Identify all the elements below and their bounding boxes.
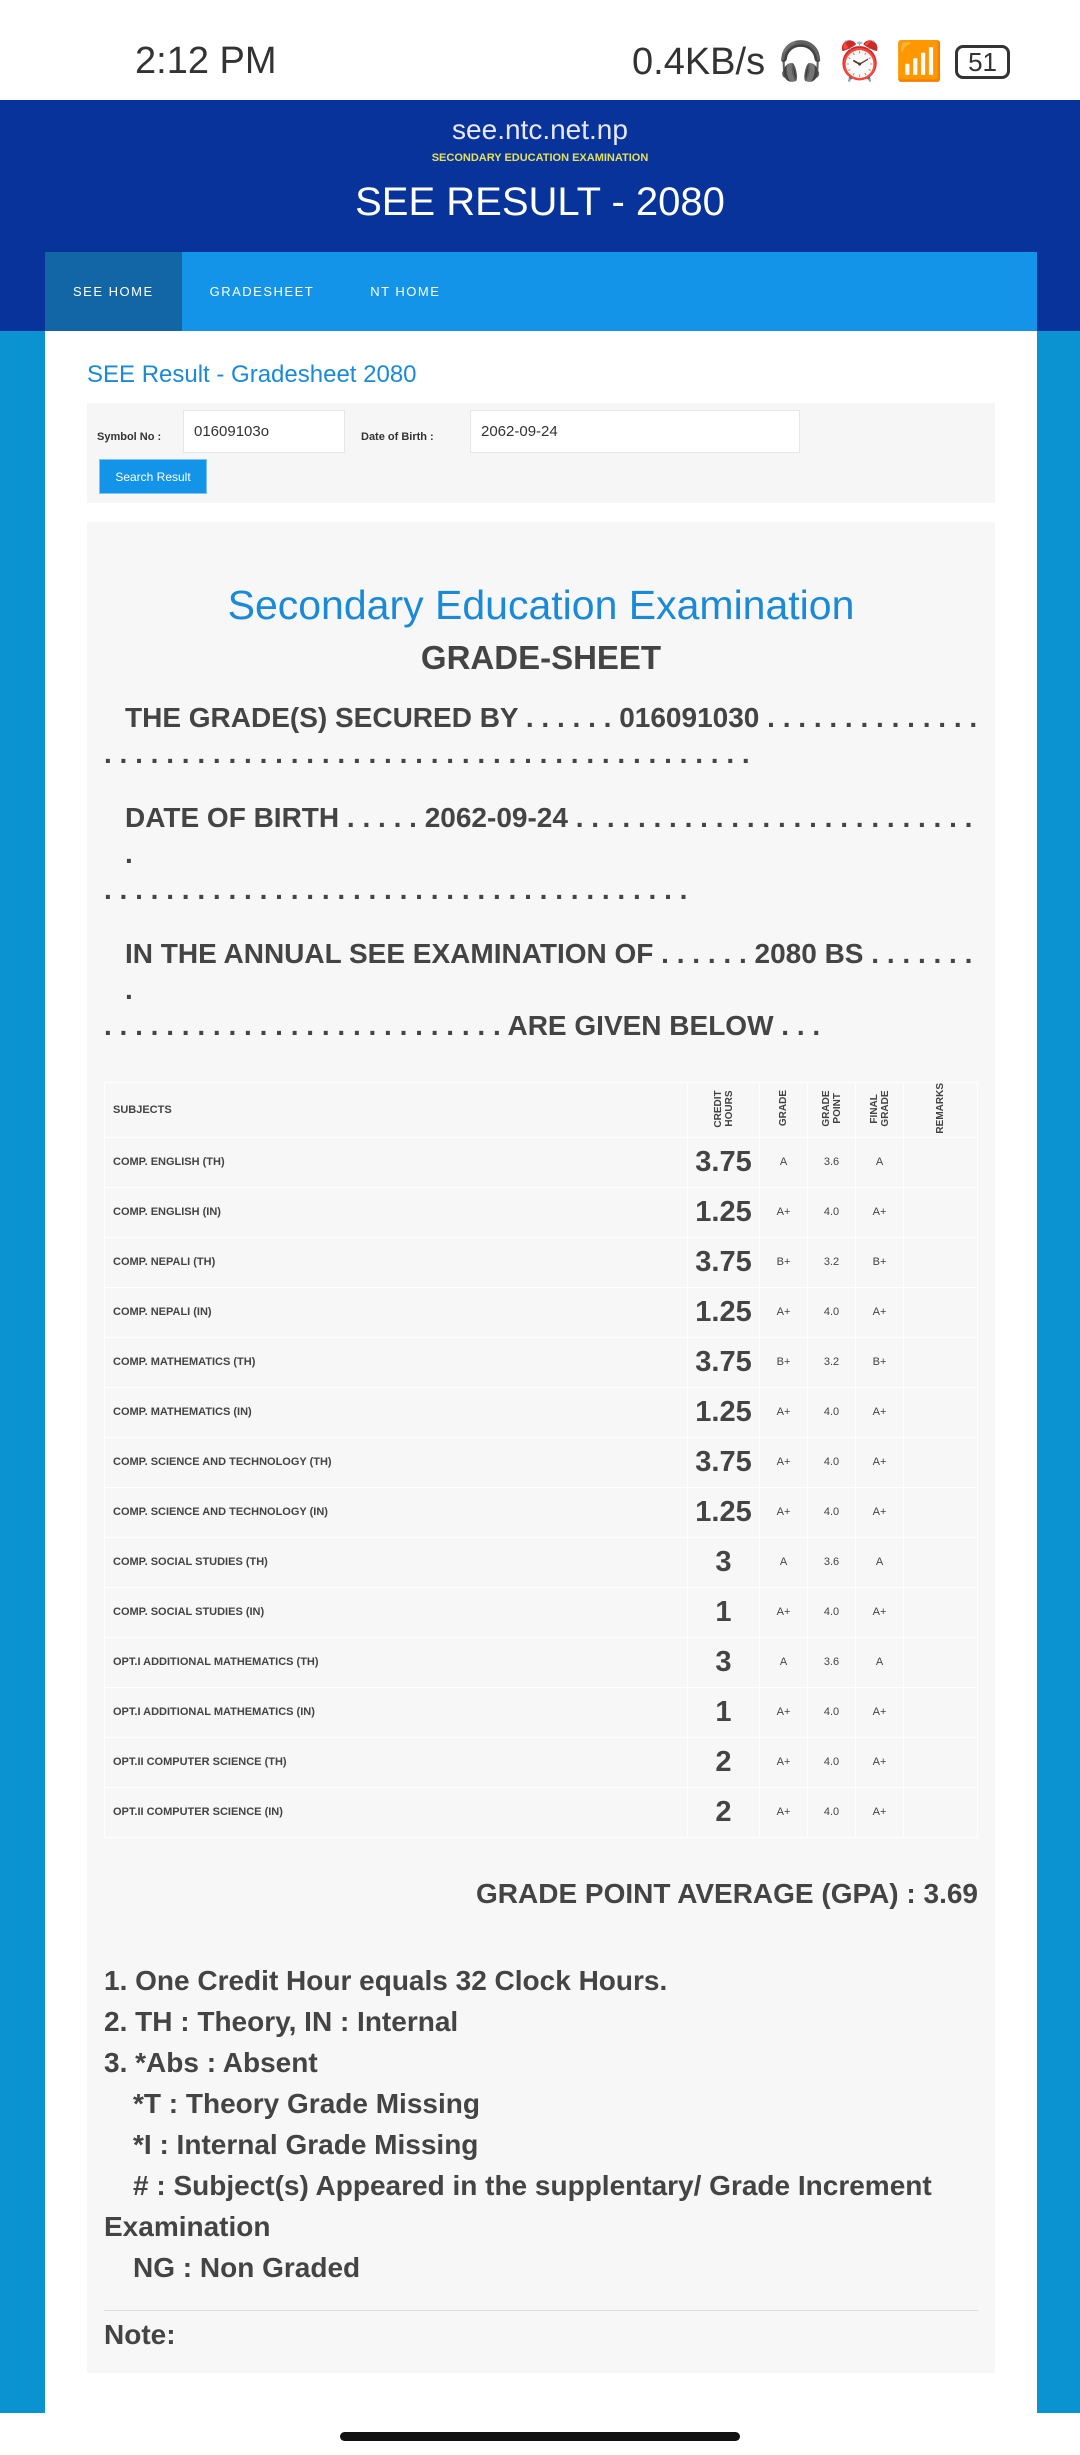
table-row (105, 1337, 978, 1387)
col-subjects: SUBJECTS (105, 1083, 688, 1138)
credit-hours-cell: 1.25 (688, 1487, 760, 1537)
main-nav (45, 252, 1037, 332)
site-title: SEE RESULT - 2080 (355, 180, 725, 224)
credit-hours-cell: 1 (688, 1687, 760, 1737)
remarks-cell (904, 1687, 978, 1737)
note-item: Examination (104, 2210, 271, 2242)
grade-point-cell: 4.0 (808, 1787, 856, 1837)
col-final-grade: FINAL GRADE (856, 1083, 904, 1138)
table-row (105, 1737, 978, 1787)
subject-cell: OPT.I ADDITIONAL MATHEMATICS (TH) (105, 1637, 688, 1687)
table-row (105, 1637, 978, 1687)
grade-cell: B+ (760, 1337, 808, 1387)
credit-hours-cell: 3.75 (688, 1237, 760, 1287)
grade-cell: A+ (760, 1587, 808, 1637)
symbol-label: Symbol No : (97, 431, 162, 443)
credit-hours-cell: 3.75 (688, 1337, 760, 1387)
table-row (105, 1187, 978, 1237)
table-row (105, 1487, 978, 1537)
exam-title: Secondary Education Examination (227, 582, 855, 628)
table-row (105, 1537, 978, 1587)
secured-by-dots: . . . . . . . . . . . . . . . . . . . . . . . . . . . . . . . . . . . . . . . . . . (104, 738, 750, 769)
subject-cell: COMP. MATHEMATICS (TH) (105, 1337, 688, 1387)
net-speed: 0.4KB/s (632, 40, 766, 83)
notes (104, 1960, 978, 2288)
note-item: *I : Internal Grade Missing (133, 2128, 479, 2160)
grade-point-cell: 4.0 (808, 1587, 856, 1637)
subject-cell: COMP. SCIENCE AND TECHNOLOGY (TH) (105, 1437, 688, 1487)
grade-point-cell: 3.6 (808, 1137, 856, 1187)
status-bar (0, 0, 1080, 100)
grade-point-cell: 4.0 (808, 1737, 856, 1787)
subject-cell: OPT.II COMPUTER SCIENCE (TH) (105, 1737, 688, 1787)
subject-cell: COMP. ENGLISH (IN) (105, 1187, 688, 1237)
grade-point-cell: 3.6 (808, 1637, 856, 1687)
grade-point-cell: 4.0 (808, 1437, 856, 1487)
dob-line: DATE OF BIRTH . . . . . 2062-09-24 . . . . . . . . . . . . . . . . . . . . . . . . . . . (125, 802, 973, 869)
table-row (105, 1687, 978, 1737)
credit-hours-cell: 3.75 (688, 1437, 760, 1487)
note-heading: Note: (104, 2318, 176, 2350)
table-row (105, 1387, 978, 1437)
battery-icon: 51 (955, 45, 1010, 79)
grade-point-cell: 4.0 (808, 1287, 856, 1337)
grade-point-cell: 4.0 (808, 1387, 856, 1437)
credit-hours-cell: 1 (688, 1587, 760, 1637)
final-grade-cell: B+ (856, 1337, 904, 1387)
remarks-cell (904, 1587, 978, 1637)
table-row (105, 1437, 978, 1487)
remarks-cell (904, 1337, 978, 1387)
gradesheet (87, 522, 995, 2373)
table-row (105, 1237, 978, 1287)
note-item: 3. *Abs : Absent (104, 2046, 318, 2078)
remarks-cell (904, 1187, 978, 1237)
grade-cell: A+ (760, 1487, 808, 1537)
dob-dots: . . . . . . . . . . . . . . . . . . . . . . . . . . . . . . . . . . . . . . (104, 874, 688, 905)
grade-point-cell: 3.2 (808, 1337, 856, 1387)
final-grade-cell: A+ (856, 1187, 904, 1237)
final-grade-cell: A+ (856, 1437, 904, 1487)
dob-block (104, 800, 978, 908)
grade-cell: A+ (760, 1187, 808, 1237)
remarks-cell (904, 1737, 978, 1787)
site-domain: see.ntc.net.np (452, 114, 628, 145)
grade-cell: A (760, 1137, 808, 1187)
subject-cell: COMP. MATHEMATICS (IN) (105, 1387, 688, 1437)
remarks-cell (904, 1787, 978, 1837)
site-subtitle: SECONDARY EDUCATION EXAMINATION (431, 152, 649, 164)
remarks-cell (904, 1487, 978, 1537)
credit-hours-cell: 3.75 (688, 1137, 760, 1187)
table-row (105, 1287, 978, 1337)
credit-hours-cell: 2 (688, 1737, 760, 1787)
grade-cell: A (760, 1637, 808, 1687)
headphones-icon: 🎧 (777, 41, 825, 83)
gpa: GRADE POINT AVERAGE (GPA) : 3.69 (476, 1877, 978, 1909)
final-grade-cell: B+ (856, 1237, 904, 1287)
remarks-cell (904, 1537, 978, 1587)
final-grade-cell: A+ (856, 1587, 904, 1637)
final-grade-cell: A+ (856, 1737, 904, 1787)
col-remarks: REMARKS (904, 1083, 978, 1138)
exam-line: IN THE ANNUAL SEE EXAMINATION OF . . . . . . 2080 BS . . . . . . . . (125, 938, 973, 1005)
final-grade-cell: A+ (856, 1387, 904, 1437)
nav-gradesheet[interactable]: GRADESHEET (209, 284, 315, 299)
grades-table (104, 1082, 978, 1838)
alarm-icon: ⏰ (836, 41, 884, 83)
col-credit-hours: CREDIT HOURS (688, 1083, 760, 1138)
nav-nt-home[interactable]: NT HOME (370, 284, 441, 299)
credit-hours-cell: 1.25 (688, 1187, 760, 1237)
nav-see-home[interactable]: SEE HOME (45, 252, 182, 332)
table-row (105, 1587, 978, 1637)
note-item: # : Subject(s) Appeared in the supplentary/ Grade Increment (133, 2169, 932, 2201)
grade-cell: A (760, 1537, 808, 1587)
search-result-button[interactable]: Search Result (99, 459, 207, 494)
symbol-input[interactable]: 01609103o (183, 410, 345, 453)
subject-cell: COMP. ENGLISH (TH) (105, 1137, 688, 1187)
grade-cell: A+ (760, 1737, 808, 1787)
divider (104, 2310, 978, 2311)
exam-line-end: . . . . . . . . . . . . . . . . . . . . . . . . . . ARE GIVEN BELOW . . . (104, 1010, 821, 1041)
grade-cell: A+ (760, 1787, 808, 1837)
grade-point-cell: 4.0 (808, 1187, 856, 1237)
home-indicator[interactable] (340, 2432, 740, 2441)
dob-label: Date of Birth : (361, 431, 434, 443)
note-item: *T : Theory Grade Missing (133, 2087, 480, 2119)
subject-cell: COMP. NEPALI (TH) (105, 1237, 688, 1287)
subject-cell: COMP. NEPALI (IN) (105, 1287, 688, 1337)
grade-point-cell: 4.0 (808, 1487, 856, 1537)
subject-cell: COMP. SOCIAL STUDIES (TH) (105, 1537, 688, 1587)
dob-input[interactable]: 2062-09-24 (470, 410, 800, 453)
final-grade-cell: A+ (856, 1787, 904, 1837)
remarks-cell (904, 1387, 978, 1437)
clock: 2:12 PM (135, 40, 277, 82)
page-title: SEE Result - Gradesheet 2080 (87, 361, 417, 388)
note-item: 1. One Credit Hour equals 32 Clock Hours. (104, 1964, 668, 1996)
remarks-cell (904, 1137, 978, 1187)
col-grade: GRADE (760, 1083, 808, 1138)
credit-hours-cell: 1.25 (688, 1387, 760, 1437)
final-grade-cell: A+ (856, 1487, 904, 1537)
table-row (105, 1137, 978, 1187)
grade-cell: A+ (760, 1387, 808, 1437)
note-item: 2. TH : Theory, IN : Internal (104, 2005, 459, 2037)
remarks-cell (904, 1237, 978, 1287)
final-grade-cell: A (856, 1537, 904, 1587)
col-grade-point: GRADE POINT (808, 1083, 856, 1138)
credit-hours-cell: 1.25 (688, 1287, 760, 1337)
subject-cell: COMP. SCIENCE AND TECHNOLOGY (IN) (105, 1487, 688, 1537)
final-grade-cell: A (856, 1637, 904, 1687)
grade-cell: B+ (760, 1237, 808, 1287)
table-row (105, 1787, 978, 1837)
final-grade-cell: A+ (856, 1287, 904, 1337)
remarks-cell (904, 1287, 978, 1337)
grade-cell: A+ (760, 1437, 808, 1487)
sheet-title: GRADE-SHEET (420, 639, 662, 676)
system-nav-bar (0, 2413, 1080, 2455)
secured-by-line: THE GRADE(S) SECURED BY . . . . . . 016091030 . . . . . . . . . . . . . . (125, 702, 978, 733)
final-grade-cell: A (856, 1137, 904, 1187)
grade-point-cell: 3.6 (808, 1537, 856, 1587)
credit-hours-cell: 2 (688, 1787, 760, 1837)
search-form (87, 403, 995, 503)
secured-by-block (104, 700, 978, 772)
grade-cell: A+ (760, 1287, 808, 1337)
subject-cell: OPT.II COMPUTER SCIENCE (IN) (105, 1787, 688, 1837)
exam-block (104, 936, 978, 1044)
grade-cell: A+ (760, 1687, 808, 1737)
note-item: NG : Non Graded (133, 2251, 361, 2283)
signal-icon: 📶 (895, 41, 944, 83)
remarks-cell (904, 1637, 978, 1687)
final-grade-cell: A+ (856, 1687, 904, 1737)
remarks-cell (904, 1437, 978, 1487)
credit-hours-cell: 3 (688, 1637, 760, 1687)
grade-point-cell: 4.0 (808, 1687, 856, 1737)
credit-hours-cell: 3 (688, 1537, 760, 1587)
subject-cell: OPT.I ADDITIONAL MATHEMATICS (IN) (105, 1687, 688, 1737)
content-panel (45, 331, 1037, 2413)
subject-cell: COMP. SOCIAL STUDIES (IN) (105, 1587, 688, 1637)
grade-point-cell: 3.2 (808, 1237, 856, 1287)
